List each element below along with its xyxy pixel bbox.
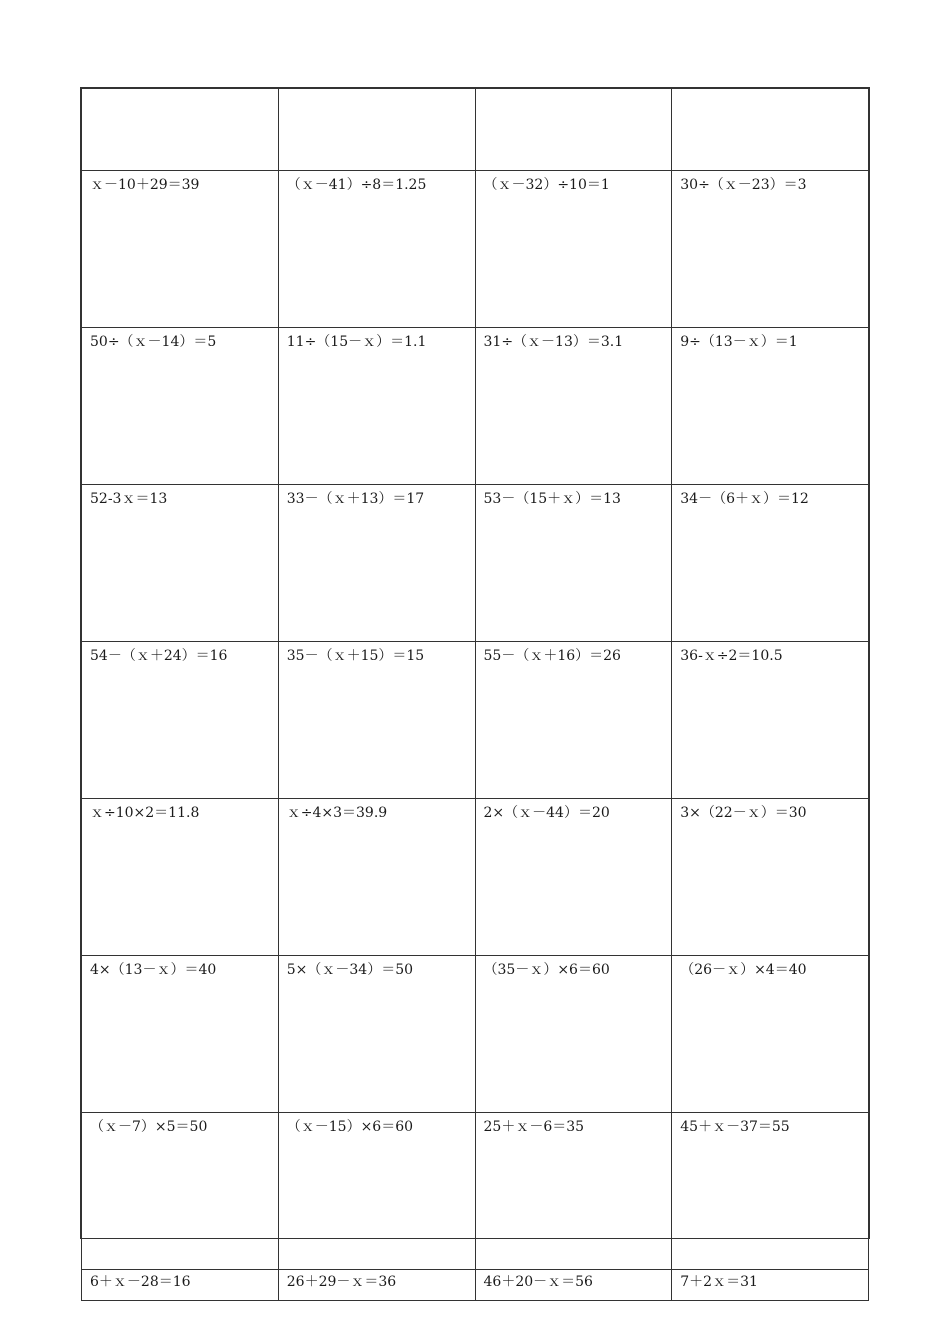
equation-cell: 53－（15＋ｘ）＝13 (475, 485, 672, 642)
equation-cell: 9÷（13－ｘ）＝1 (672, 328, 869, 485)
equation-cell: 26＋29－ｘ＝36 (278, 1270, 475, 1301)
equation-cell (672, 89, 869, 171)
equation-cell: （35－ｘ）×6＝60 (475, 956, 672, 1113)
equation-worksheet (80, 87, 870, 1290)
equation-cell: 4×（13－ｘ）＝40 (82, 956, 279, 1113)
equation-cell: ｘ÷10×2＝11.8 (82, 799, 279, 956)
table-row (82, 89, 869, 171)
table-row (82, 485, 869, 642)
equation-cell: 35－（ｘ＋15）＝15 (278, 642, 475, 799)
equation-cell: （ｘ－15）×6＝60 (278, 1113, 475, 1270)
equation-cell (82, 89, 279, 171)
equation-cell: 55－（ｘ＋16）＝26 (475, 642, 672, 799)
equation-cell: （26－ｘ）×4＝40 (672, 956, 869, 1113)
equation-cell: 50÷（ｘ－14）＝5 (82, 328, 279, 485)
equation-cell: （ｘ－7）×5＝50 (82, 1113, 279, 1270)
table-row (82, 642, 869, 799)
equation-cell (475, 89, 672, 171)
equation-cell: 7＋2ｘ＝31 (672, 1270, 869, 1301)
equation-cell: 11÷（15－ｘ）＝1.1 (278, 328, 475, 485)
equation-cell: 54－（ｘ＋24）＝16 (82, 642, 279, 799)
equation-cell: ｘ÷4×3＝39.9 (278, 799, 475, 956)
table-row (82, 956, 869, 1113)
equation-cell: 36-ｘ÷2＝10.5 (672, 642, 869, 799)
table-row (82, 799, 869, 956)
equation-cell: ｘ－10＋29＝39 (82, 171, 279, 328)
equation-cell (278, 89, 475, 171)
equation-cell: 3×（22－ｘ）＝30 (672, 799, 869, 956)
equation-cell: （ｘ－41）÷8＝1.25 (278, 171, 475, 328)
equation-cell: 33－（ｘ＋13）＝17 (278, 485, 475, 642)
equation-cell: 45＋ｘ－37＝55 (672, 1113, 869, 1270)
equation-cell: 5×（ｘ－34）＝50 (278, 956, 475, 1113)
table-row (82, 171, 869, 328)
table-row (82, 1270, 869, 1301)
equation-cell: 30÷（ｘ－23）＝3 (672, 171, 869, 328)
equation-cell: 25＋ｘ－6＝35 (475, 1113, 672, 1270)
equation-cell: 46＋20－ｘ＝56 (475, 1270, 672, 1301)
equation-cell: 52-3ｘ＝13 (82, 485, 279, 642)
equation-cell: 34－（6＋ｘ）＝12 (672, 485, 869, 642)
equation-cell: （ｘ－32）÷10＝1 (475, 171, 672, 328)
equation-cell: 31÷（ｘ－13）＝3.1 (475, 328, 672, 485)
equation-table (81, 88, 869, 1301)
equation-cell: 2×（ｘ－44）＝20 (475, 799, 672, 956)
table-row (82, 1113, 869, 1270)
table-row (82, 328, 869, 485)
equation-cell: 6＋ｘ－28＝16 (82, 1270, 279, 1301)
